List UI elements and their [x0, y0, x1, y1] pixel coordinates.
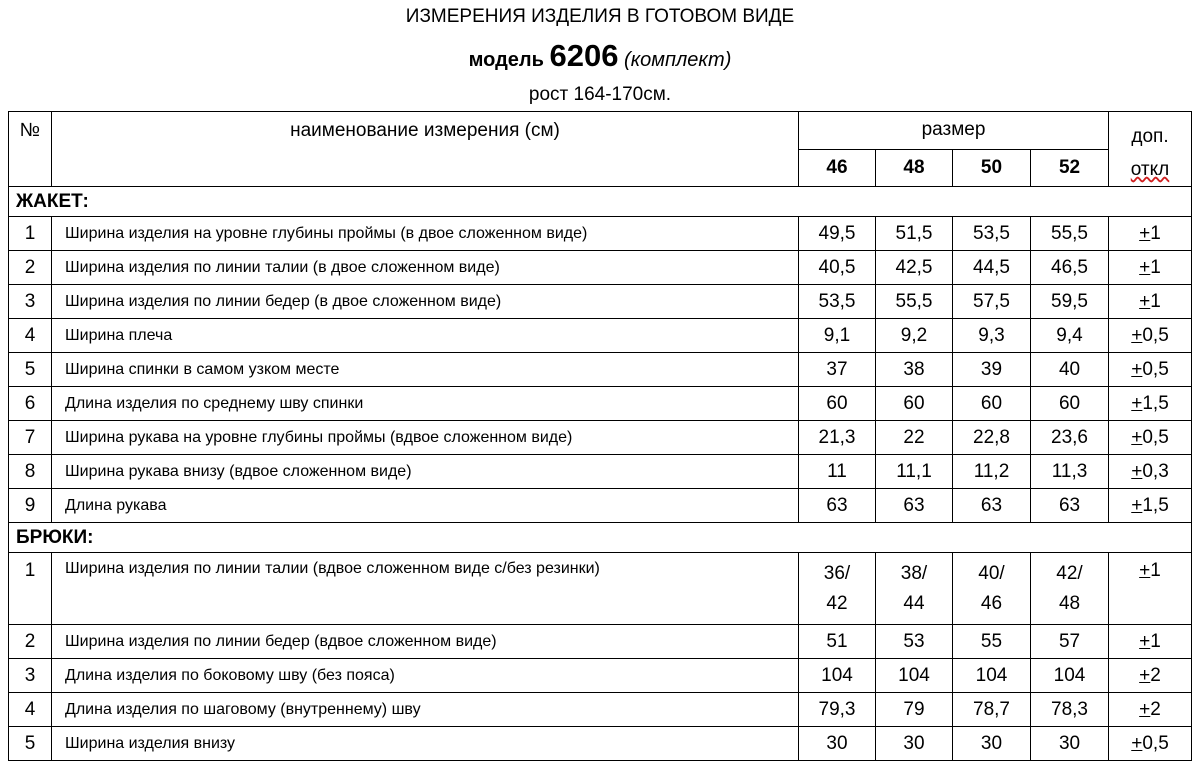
- measurement-value: 49,5: [799, 217, 876, 251]
- measurement-value: 53: [876, 625, 953, 659]
- tolerance-cell: [1109, 353, 1192, 387]
- measurement-value: 22,8: [953, 421, 1031, 455]
- measurement-value: 104: [876, 659, 953, 693]
- value-part: 38/: [900, 562, 928, 584]
- table-row: [9, 319, 1192, 353]
- measurement-value: 60: [1031, 387, 1109, 421]
- tolerance-value: 1,5: [1142, 494, 1169, 516]
- tolerance-label-2: откл: [1130, 159, 1170, 180]
- value-part: 42/: [1056, 562, 1083, 584]
- measurement-value: 38: [876, 353, 953, 387]
- table-row: [9, 285, 1192, 319]
- section-title: ЖАКЕТ:: [9, 187, 1192, 217]
- measurement-name: Ширина плеча: [52, 319, 799, 353]
- row-number: 1: [9, 217, 52, 251]
- measurement-value: [799, 553, 876, 625]
- table-row: [9, 353, 1192, 387]
- tolerance-sign: +: [1139, 664, 1151, 686]
- tolerance-sign: +: [1139, 290, 1151, 312]
- measurement-name: Ширина изделия на уровне глубины проймы (в двое сложенном виде): [52, 217, 799, 251]
- tolerance-cell: [1109, 553, 1192, 625]
- measurement-name: Длина рукава: [52, 489, 799, 523]
- measurement-name: Длина изделия по шаговому (внутреннему) шву: [52, 693, 799, 727]
- row-number: 7: [9, 421, 52, 455]
- tolerance-value: 1,5: [1142, 392, 1169, 414]
- row-number: 2: [9, 251, 52, 285]
- tolerance-cell: [1109, 285, 1192, 319]
- tolerance-sign: +: [1139, 560, 1151, 581]
- measurement-value: 57: [1031, 625, 1109, 659]
- measurement-value: [953, 553, 1031, 625]
- measurement-value: 55: [953, 625, 1031, 659]
- value-part: 42: [826, 592, 848, 614]
- size-50: 50: [953, 149, 1031, 187]
- tolerance-sign: +: [1131, 324, 1143, 346]
- col-header-tolerance: [1109, 112, 1192, 187]
- table-row: [9, 659, 1192, 693]
- tolerance-value: 1: [1150, 222, 1161, 244]
- measurement-value: 53,5: [953, 217, 1031, 251]
- measurement-name: Ширина изделия по линии талии (вдвое сложенном виде с/без резинки): [52, 553, 799, 625]
- height-range: рост 164-170см.: [528, 84, 672, 105]
- measurement-value: 63: [1031, 489, 1109, 523]
- measurement-value: 51: [799, 625, 876, 659]
- measurement-name: Ширина изделия по линии бедер (вдвое сложенном виде): [52, 625, 799, 659]
- section-title: БРЮКИ:: [9, 523, 1192, 553]
- tolerance-value: 2: [1150, 698, 1161, 720]
- tolerance-cell: [1109, 387, 1192, 421]
- tolerance-cell: [1109, 625, 1192, 659]
- table-row: [9, 217, 1192, 251]
- measurement-value: 9,4: [1031, 319, 1109, 353]
- measurements-table: [8, 111, 1192, 761]
- measurement-value: 30: [953, 727, 1031, 761]
- row-number: 3: [9, 285, 52, 319]
- measurement-value: 11,3: [1031, 455, 1109, 489]
- measurement-name: Ширина рукава на уровне глубины проймы (вдвое сложенном виде): [52, 421, 799, 455]
- measurement-name: Ширина изделия по линии талии (в двое сложенном виде): [52, 251, 799, 285]
- value-part: 40/: [978, 562, 1005, 584]
- measurement-value: 55,5: [876, 285, 953, 319]
- tolerance-cell: [1109, 421, 1192, 455]
- row-number: 5: [9, 727, 52, 761]
- model-line: [0, 38, 1200, 74]
- table-row: [9, 489, 1192, 523]
- measurement-value: 63: [953, 489, 1031, 523]
- size-52: 52: [1031, 149, 1109, 187]
- row-number: 1: [9, 553, 52, 625]
- tolerance-value: 0,5: [1142, 732, 1169, 754]
- measurement-value: 11,2: [953, 455, 1031, 489]
- measurement-value: 79: [876, 693, 953, 727]
- row-number: 8: [9, 455, 52, 489]
- measurement-value: [876, 553, 953, 625]
- table-row: [9, 727, 1192, 761]
- measurement-value: 63: [876, 489, 953, 523]
- col-header-name: наименование измерения (см): [52, 112, 799, 187]
- table-row: [9, 625, 1192, 659]
- row-number: 6: [9, 387, 52, 421]
- measurement-value: 46,5: [1031, 251, 1109, 285]
- section-row-jacket: [9, 187, 1192, 217]
- tolerance-sign: +: [1131, 392, 1143, 414]
- measurement-value: 53,5: [799, 285, 876, 319]
- value-part: 44: [903, 592, 925, 614]
- measurement-value: [1031, 553, 1109, 625]
- measurement-value: 37: [799, 353, 876, 387]
- table-row: [9, 553, 1192, 625]
- measurement-name: Ширина изделия внизу: [52, 727, 799, 761]
- measurement-value: 22: [876, 421, 953, 455]
- measurement-name: Ширина изделия по линии бедер (в двое сложенном виде): [52, 285, 799, 319]
- tolerance-sign: +: [1131, 494, 1143, 516]
- row-number: 2: [9, 625, 52, 659]
- measurement-value: 59,5: [1031, 285, 1109, 319]
- tolerance-cell: [1109, 319, 1192, 353]
- section-row-trousers: [9, 523, 1192, 553]
- header-row-1: [9, 112, 1192, 150]
- table-row: [9, 421, 1192, 455]
- tolerance-cell: [1109, 693, 1192, 727]
- tolerance-sign: +: [1139, 256, 1151, 278]
- measurement-value: 9,1: [799, 319, 876, 353]
- measurement-value: 40: [1031, 353, 1109, 387]
- tolerance-sign: +: [1131, 426, 1143, 448]
- measurement-value: 44,5: [953, 251, 1031, 285]
- row-number: 9: [9, 489, 52, 523]
- measurement-value: 60: [953, 387, 1031, 421]
- table-row: [9, 455, 1192, 489]
- measurement-value: 63: [799, 489, 876, 523]
- measurement-value: 57,5: [953, 285, 1031, 319]
- measurement-value: 39: [953, 353, 1031, 387]
- tolerance-sign: +: [1131, 732, 1143, 754]
- tolerance-value: 0,3: [1142, 460, 1169, 482]
- measurement-name: Длина изделия по боковому шву (без пояса): [52, 659, 799, 693]
- measurement-value: 30: [799, 727, 876, 761]
- row-number: 5: [9, 353, 52, 387]
- row-number: 4: [9, 693, 52, 727]
- tolerance-cell: [1109, 455, 1192, 489]
- measurement-value: 9,2: [876, 319, 953, 353]
- measurement-value: 11,1: [876, 455, 953, 489]
- size-46: 46: [799, 149, 876, 187]
- measurement-value: 55,5: [1031, 217, 1109, 251]
- measurement-value: 78,3: [1031, 693, 1109, 727]
- measurement-name: Длина изделия по среднему шву спинки: [52, 387, 799, 421]
- table-row: [9, 251, 1192, 285]
- measurement-value: 104: [1031, 659, 1109, 693]
- tolerance-sign: +: [1139, 630, 1151, 652]
- measurement-value: 60: [876, 387, 953, 421]
- model-number: 6206: [549, 38, 619, 73]
- value-part: 36/: [823, 562, 851, 584]
- tolerance-value: 0,5: [1142, 358, 1169, 380]
- measurement-value: 30: [1031, 727, 1109, 761]
- tolerance-cell: [1109, 217, 1192, 251]
- measurement-value: 60: [799, 387, 876, 421]
- row-number: 3: [9, 659, 52, 693]
- tolerance-value: 1: [1150, 290, 1161, 312]
- col-header-no: №: [9, 112, 52, 187]
- measurement-value: 51,5: [876, 217, 953, 251]
- measurement-value: 9,3: [953, 319, 1031, 353]
- tolerance-cell: [1109, 659, 1192, 693]
- measurement-value: 40,5: [799, 251, 876, 285]
- model-suffix: (комплект): [624, 49, 732, 71]
- measurement-name: Ширина спинки в самом узком месте: [52, 353, 799, 387]
- size-48: 48: [876, 149, 953, 187]
- measurement-value: 78,7: [953, 693, 1031, 727]
- measurement-value: 30: [876, 727, 953, 761]
- col-header-size: размер: [799, 112, 1109, 150]
- measurement-name: Ширина рукава внизу (вдвое сложенном виде): [52, 455, 799, 489]
- measurement-value: 79,3: [799, 693, 876, 727]
- row-number: 4: [9, 319, 52, 353]
- tolerance-sign: +: [1139, 698, 1151, 720]
- value-part: 46: [980, 592, 1003, 614]
- model-prefix: модель: [468, 49, 544, 71]
- tolerance-value: 0,5: [1142, 426, 1169, 448]
- tolerance-value: 1: [1150, 630, 1161, 652]
- tolerance-cell: [1109, 489, 1192, 523]
- table-row: [9, 387, 1192, 421]
- document-title: ИЗМЕРЕНИЯ ИЗДЕЛИЯ В ГОТОВОМ ВИДЕ: [405, 6, 795, 27]
- tolerance-value: 1: [1150, 560, 1161, 581]
- measurement-value: 23,6: [1031, 421, 1109, 455]
- tolerance-sign: +: [1139, 222, 1151, 244]
- tolerance-cell: [1109, 251, 1192, 285]
- measurement-value: 104: [953, 659, 1031, 693]
- measurement-value: 11: [799, 455, 876, 489]
- value-part: 48: [1058, 592, 1081, 614]
- measurement-value: 42,5: [876, 251, 953, 285]
- tolerance-sign: +: [1131, 460, 1143, 482]
- tolerance-value: 0,5: [1142, 324, 1169, 346]
- table-row: [9, 693, 1192, 727]
- tolerance-label-1: доп.: [1131, 126, 1169, 147]
- tolerance-cell: [1109, 727, 1192, 761]
- measurement-value: 104: [799, 659, 876, 693]
- measurement-value: 21,3: [799, 421, 876, 455]
- tolerance-value: 1: [1150, 256, 1161, 278]
- tolerance-value: 2: [1150, 664, 1161, 686]
- tolerance-sign: +: [1131, 358, 1143, 380]
